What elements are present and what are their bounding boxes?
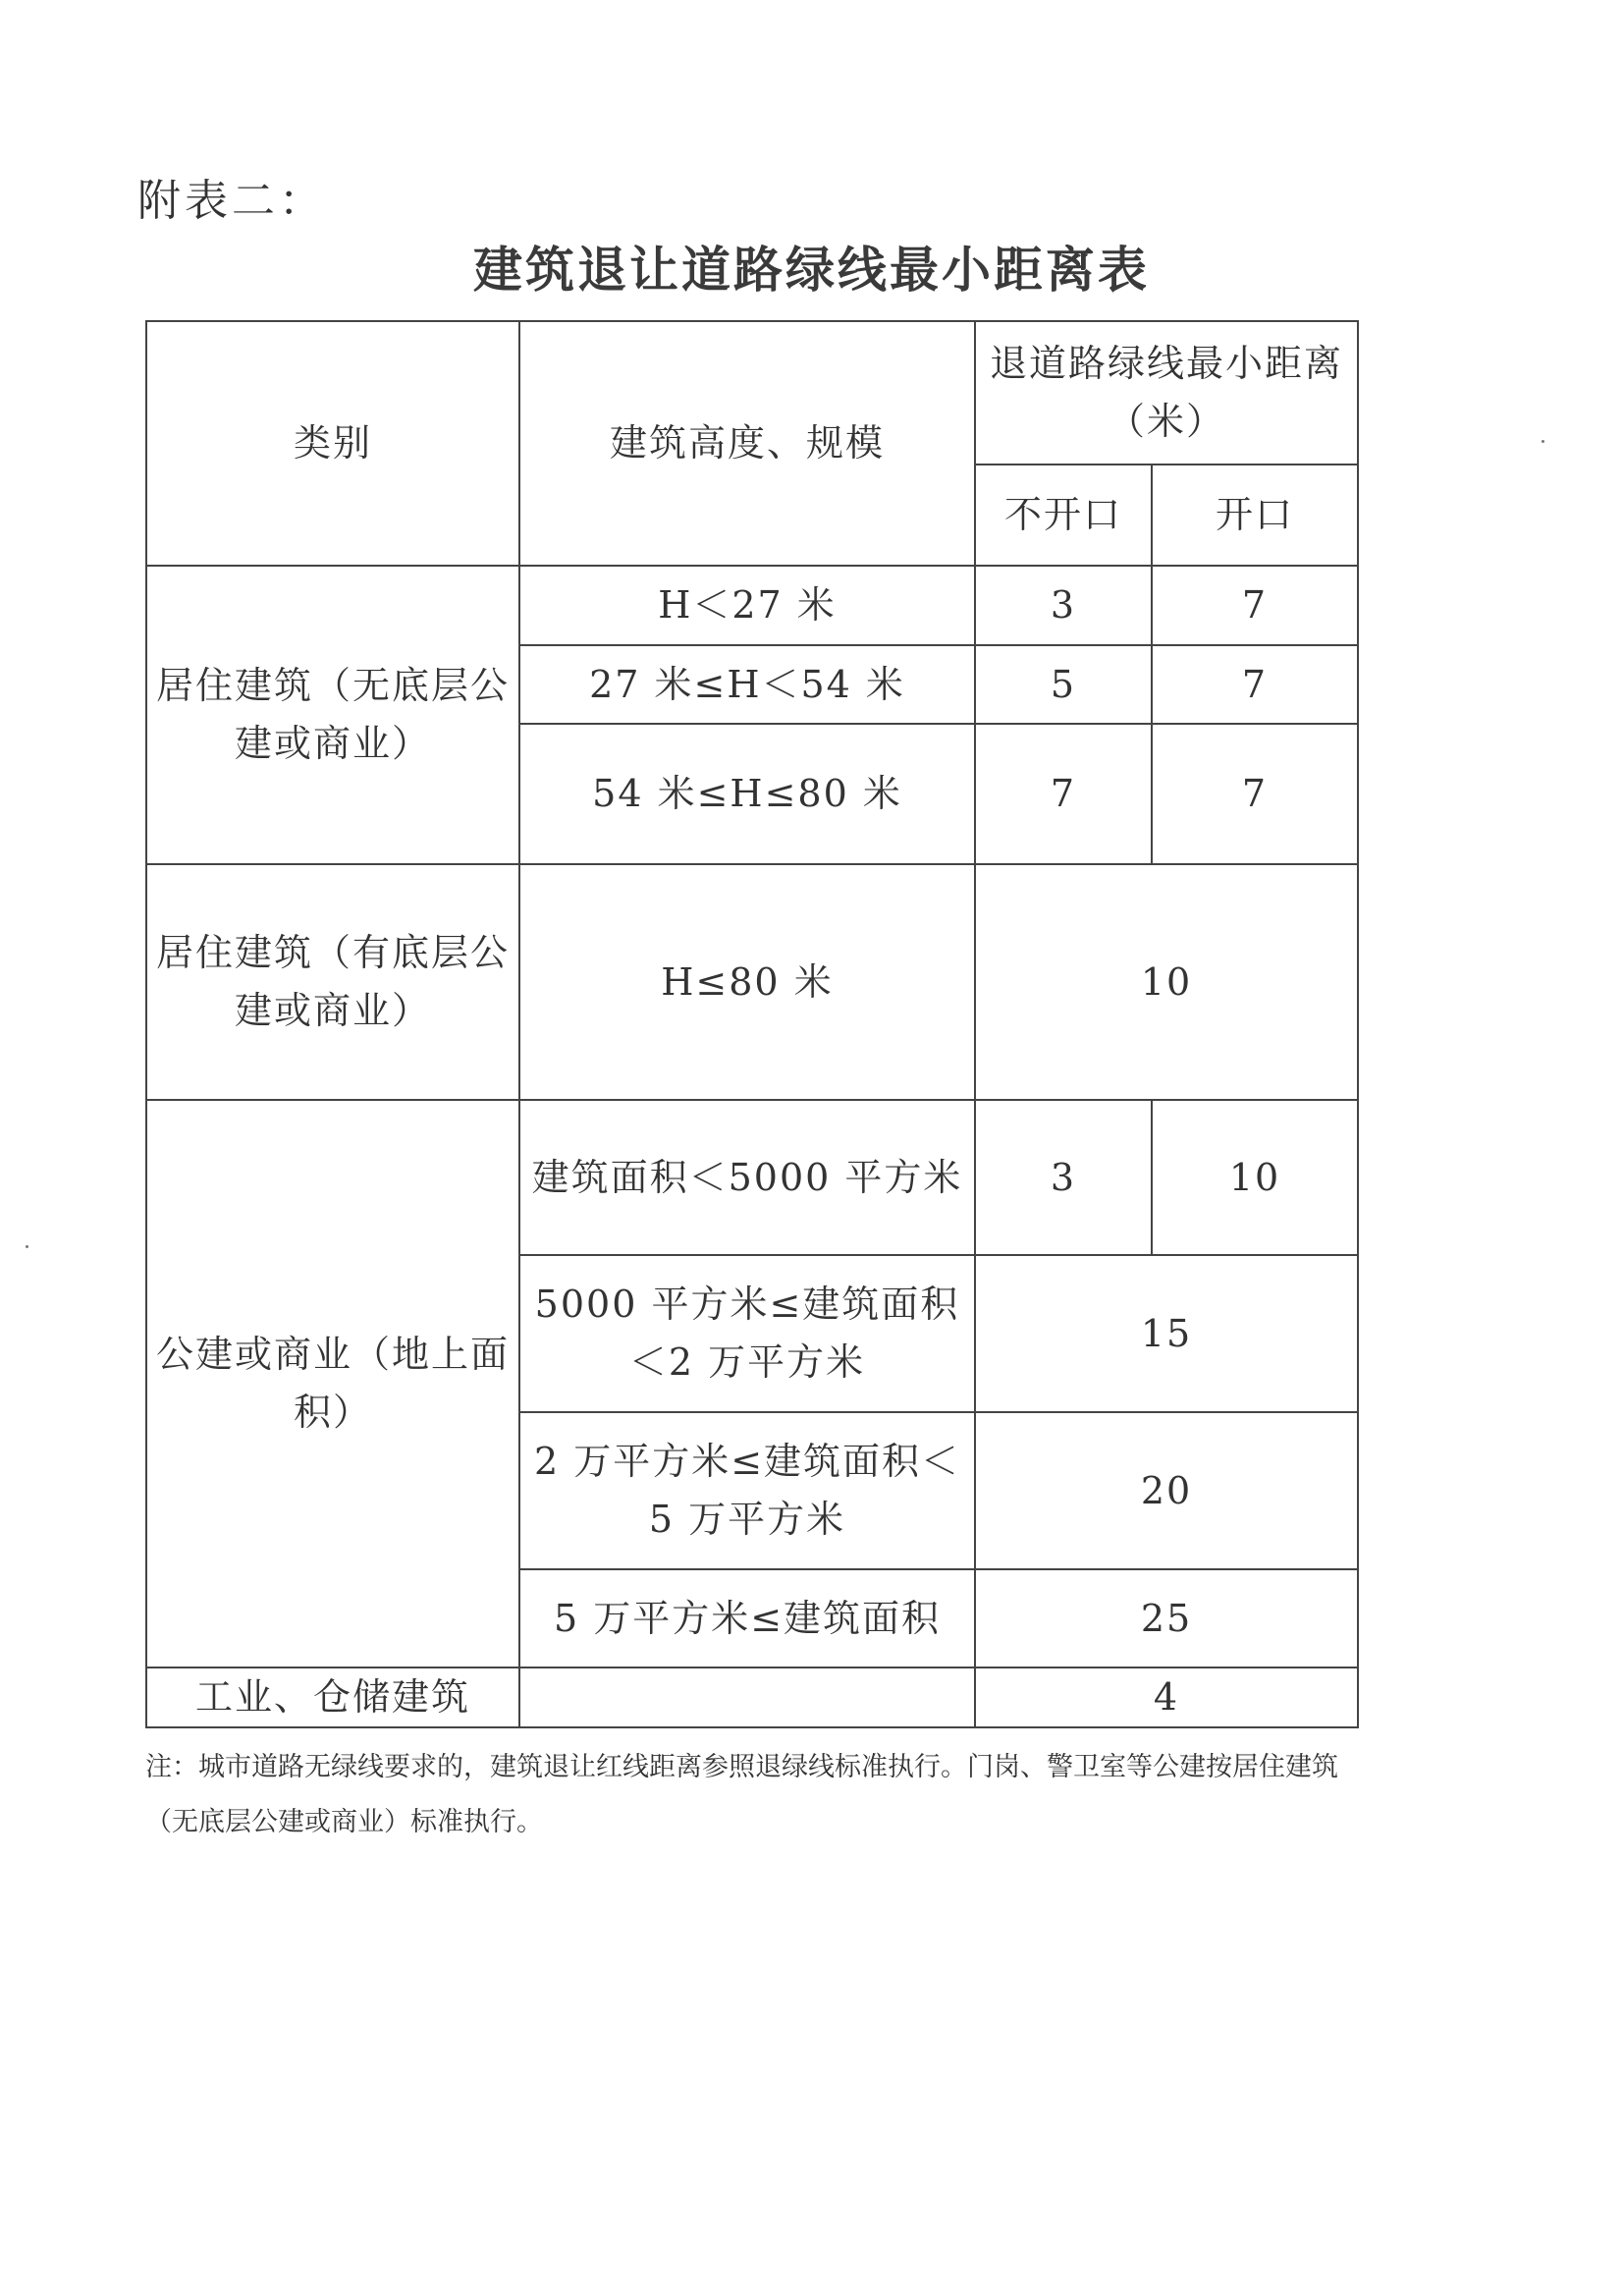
scan-speck bbox=[26, 1245, 28, 1248]
scale-cell bbox=[519, 1667, 975, 1727]
page-label: 附表二： bbox=[137, 176, 326, 226]
category-residential-with-commercial: 居住建筑（有底层公建或商业） bbox=[146, 864, 519, 1100]
scale-cell: 2 万平方米≤建筑面积＜5 万平方米 bbox=[519, 1412, 975, 1569]
header-height-scale: 建筑高度、规模 bbox=[519, 321, 975, 566]
merged-distance-value: 15 bbox=[975, 1255, 1358, 1412]
merged-distance-value: 4 bbox=[975, 1667, 1358, 1727]
document-title: 建筑退让道路绿线最小距离表 bbox=[473, 241, 1150, 299]
no-opening-value: 3 bbox=[975, 1100, 1152, 1255]
opening-value: 10 bbox=[1152, 1100, 1358, 1255]
header-no-opening: 不开口 bbox=[975, 465, 1152, 566]
merged-distance-value: 10 bbox=[975, 864, 1358, 1100]
scale-cell: 5 万平方米≤建筑面积 bbox=[519, 1569, 975, 1667]
category-residential-no-commercial: 居住建筑（无底层公建或商业） bbox=[146, 566, 519, 864]
category-industrial-storage: 工业、仓储建筑 bbox=[146, 1667, 519, 1727]
no-opening-value: 7 bbox=[975, 724, 1152, 864]
scale-cell: H≤80 米 bbox=[519, 864, 975, 1100]
opening-value: 7 bbox=[1152, 724, 1358, 864]
scan-speck bbox=[1542, 440, 1544, 443]
merged-distance-value: 20 bbox=[975, 1412, 1358, 1569]
no-opening-value: 5 bbox=[975, 645, 1152, 724]
merged-distance-value: 25 bbox=[975, 1569, 1358, 1667]
header-opening: 开口 bbox=[1152, 465, 1358, 566]
setback-distance-table bbox=[145, 320, 1359, 1728]
table-footnote: 注：城市道路无绿线要求的，建筑退让红线距离参照退绿线标准执行。门岗、警卫室等公建按居住建筑（无底层公建或商业）标准执行。 bbox=[145, 1752, 1338, 1837]
scale-cell: 54 米≤H≤80 米 bbox=[519, 724, 975, 864]
header-distance: 退道路绿线最小距离（米） bbox=[975, 321, 1358, 465]
scale-cell: 27 米≤H＜54 米 bbox=[519, 645, 975, 724]
scale-cell: 5000 平方米≤建筑面积＜2 万平方米 bbox=[519, 1255, 975, 1412]
scale-cell: H＜27 米 bbox=[519, 566, 975, 645]
scale-cell: 建筑面积＜5000 平方米 bbox=[519, 1100, 975, 1255]
category-public-commercial: 公建或商业（地上面积） bbox=[146, 1100, 519, 1667]
opening-value: 7 bbox=[1152, 566, 1358, 645]
header-category: 类别 bbox=[146, 321, 519, 566]
no-opening-value: 3 bbox=[975, 566, 1152, 645]
opening-value: 7 bbox=[1152, 645, 1358, 724]
